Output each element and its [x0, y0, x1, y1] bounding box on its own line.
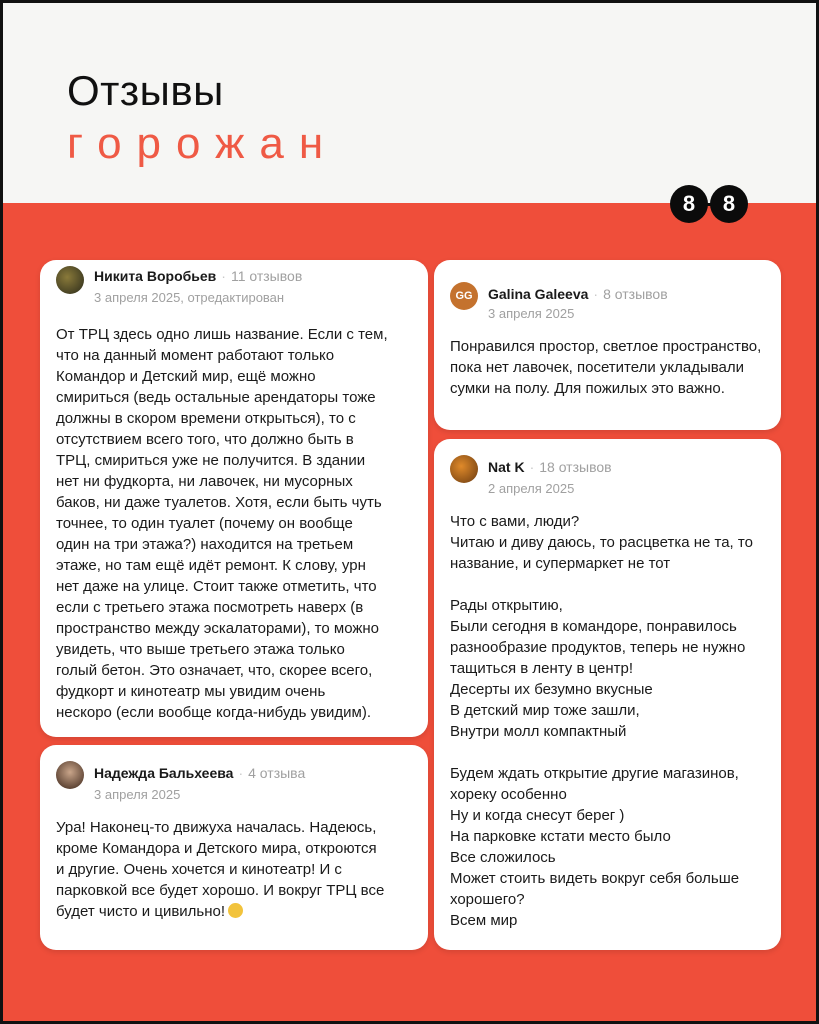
review-text: Что с вами, люди? Читаю и диву даюсь, то расцветка не та, то название, и супермаркет не тот Рады открытию, Были сегодня в командоре, понравилось разнообразие продуктов, теперь не нужно тащиться в ленту в центр! Десерты их безумно вкусные В детский мир тоже зашли, Внутри молл компактный Будем ждать открытие другие магазинов, хореку особенно Ну и когда снесут берег ) На парковке кстати место было Все сложилось Может стоить видеть вокруг себя больше хорошего? Всем мир	[450, 513, 753, 929]
page-indicator	[670, 184, 748, 224]
review-text	[56, 811, 412, 922]
review-date: 3 апреля 2025, отредактирован	[94, 290, 285, 305]
page-title: Отзывы	[67, 67, 224, 114]
header-panel	[3, 3, 816, 203]
review-card-nadezhda	[40, 745, 428, 950]
review-header	[56, 260, 412, 320]
review-author-line	[488, 286, 668, 302]
avatar-initials: GG	[455, 290, 473, 302]
review-header	[450, 439, 765, 509]
review-date: 3 апреля 2025	[94, 787, 181, 802]
review-count[interactable]: 18 отзывов	[539, 459, 612, 475]
review-header	[450, 260, 765, 332]
review-date: 2 апреля 2025	[488, 481, 575, 496]
review-text: Понравился простор, светлое пространство, пока нет лавочек, посетители укладывали сумки на полу. Для пожилых это важно.	[450, 338, 762, 397]
review-author-line	[488, 459, 612, 475]
review-card-nikita	[40, 260, 428, 737]
user-avatar[interactable]	[56, 761, 84, 789]
review-count[interactable]: 11 отзывов	[230, 268, 303, 284]
review-author-line	[94, 268, 302, 284]
review-header	[56, 745, 412, 811]
review-author[interactable]: Galina Galeeva	[488, 286, 589, 302]
separator-dot: ·	[221, 268, 226, 284]
review-author[interactable]: Никита Воробьев	[94, 268, 217, 284]
review-author[interactable]: Надежда Бальхеева	[94, 765, 234, 781]
separator-dot: ·	[593, 286, 599, 302]
user-avatar[interactable]	[450, 282, 478, 310]
smile-emoji-icon	[228, 903, 243, 918]
slide	[3, 3, 816, 1021]
review-author[interactable]: Nat K	[488, 459, 525, 475]
user-avatar[interactable]	[450, 455, 478, 483]
review-date: 3 апреля 2025	[488, 306, 575, 321]
review-count[interactable]: 8 отзывов	[603, 286, 668, 302]
page-indicator-dash	[705, 203, 713, 206]
review-count[interactable]: 4 отзыва	[248, 765, 306, 781]
separator-dot: ·	[529, 459, 535, 475]
review-text-body: Ура! Наконец-то движуха началась. Надеюсь, кроме Командора и Детского мира, откроются и другие. Очень хочется и кинотеатр! И с парковкой все будет хорошо. И вокруг ТРЦ все будет чисто и цивильно!	[56, 819, 385, 920]
review-author-line	[94, 765, 305, 781]
page-indicator-current: 8	[670, 185, 708, 223]
separator-dot: ·	[238, 765, 244, 781]
page-indicator-total: 8	[710, 185, 748, 223]
page-subtitle: горожан	[67, 119, 339, 168]
review-card-galina	[434, 260, 781, 430]
review-card-natk	[434, 439, 781, 950]
user-avatar[interactable]	[56, 266, 84, 294]
review-text: От ТРЦ здесь одно лишь название. Если с тем, что на данный момент работают только Командор и Детский мир, ещё можно смириться (ведь остальные арендаторы тоже должны в скором времени открыться), то с отсутствием всего того, что должно быть в ТРЦ, смириться уже не получится. В здании нет ни фудкорта, ни лавочек, ни мусорных баков, ни даже туалетов. Хотя, если быть чуть точнее, то один туалет (почему он вообще один на три этажа?) находится на третьем этаже, но там ещё идёт ремонт. К слову, урн нет даже на улице. Стоит также отметить, что если с третьего этажа посмотреть наверх (в пространство между эскалаторами), то можно увидеть, что выше третьего этажа только голый бетон. Это означает, что, скорее всего, фудкорт и кинотеатр мы увидим очень нескоро (если вообще когда-нибудь увидим).	[56, 326, 388, 721]
